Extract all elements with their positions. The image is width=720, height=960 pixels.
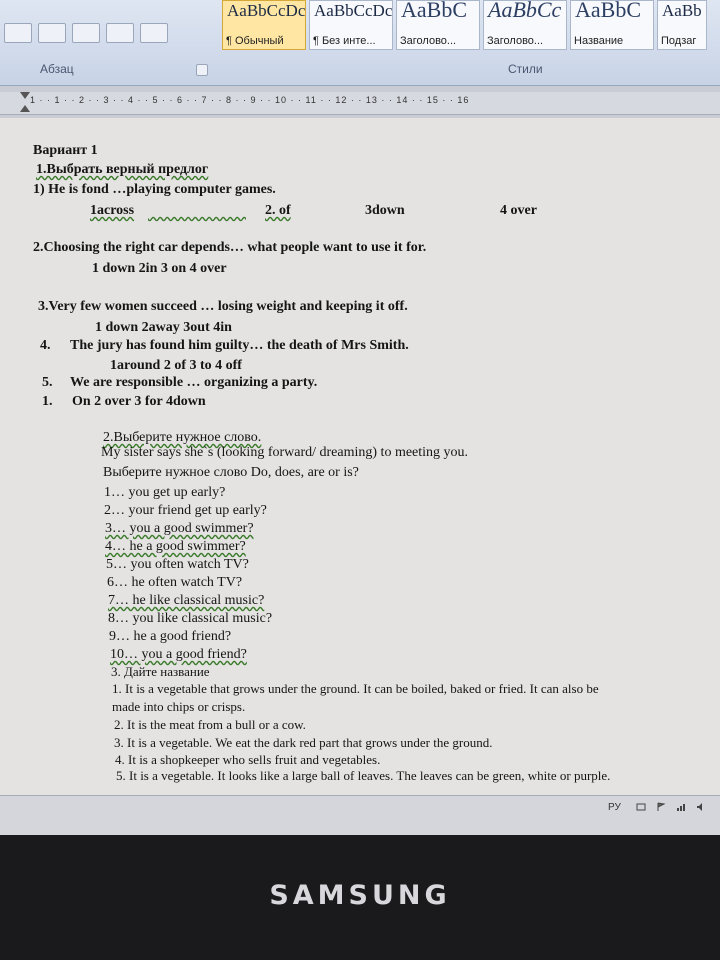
document-page[interactable]: [0, 118, 720, 798]
ribbon: [0, 0, 720, 86]
q4-number: 4.: [40, 338, 51, 353]
table-borders-icon[interactable]: [140, 23, 168, 43]
flag-icon[interactable]: [656, 802, 666, 812]
styles-group-label: Стили: [508, 62, 543, 76]
language-indicator[interactable]: РУ: [608, 802, 621, 813]
q1-underline-gap: [148, 203, 264, 219]
style-normal[interactable]: AaBbCcDc ¶ Обычный: [222, 0, 306, 50]
laptop-brand-logo: SAMSUNG: [269, 880, 451, 911]
task2-item: 6… he often watch TV?: [107, 575, 243, 590]
variant-heading: Вариант 1: [33, 143, 98, 158]
task3-item: 5. It is a vegetable. It looks like a large ball of leaves. The leaves can be green, white or purple.: [116, 768, 611, 783]
style-subtitle[interactable]: AaBb Подзаг: [657, 0, 707, 50]
task2-item: 1… you get up early?: [104, 485, 226, 500]
task2-item: 3… you a good swimmer?: [105, 521, 254, 536]
keyboard-icon[interactable]: [636, 802, 646, 812]
paragraph-tools: [0, 18, 214, 48]
style-heading-2[interactable]: AaBbCc Заголово...: [483, 0, 567, 50]
task3-item: 1. It is a vegetable that grows under the ground. It can be boiled, baked or fried. It can also be: [112, 681, 599, 696]
q1-option-4: 4 over: [500, 203, 537, 218]
q3-options: 1 down 2away 3out 4in: [95, 320, 232, 335]
q4-options: 1around 2 of 3 to 4 off: [110, 358, 242, 373]
q2-options: 1 down 2in 3 on 4 over: [92, 261, 227, 276]
status-bar: [0, 795, 720, 835]
paragraph-group-label: Абзац: [40, 62, 74, 76]
q5-list-number: 1.: [42, 394, 53, 409]
task3-item: made into chips or crisps.: [112, 699, 246, 714]
horizontal-ruler[interactable]: [0, 92, 720, 115]
style-no-spacing[interactable]: AaBbCcDc ¶ Без инте...: [309, 0, 393, 50]
q1-option-3: 3down: [365, 203, 405, 218]
fill-color-icon[interactable]: [106, 23, 134, 43]
task2-item: 7… he like classical music?: [108, 593, 265, 608]
q1-option-1: 1across: [90, 203, 135, 218]
question-3: 3.Very few women succeed … losing weight and keeping it off.: [38, 299, 408, 314]
ruler-scale: 1 · · 1 · · 2 · · 3 · · 4 · · 5 · · 6 · · 7 · · 8 · · 9 · · 10 · · 11 · · 12 · · 13 · · 14 · · 15 · · 16: [30, 95, 470, 105]
task3-item: 2. It is the meat from a bull or a cow.: [114, 717, 306, 732]
style-title[interactable]: AaBbC Название: [570, 0, 654, 50]
q5-options: On 2 over 3 for 4down: [72, 394, 206, 409]
task2-instruction: Выберите нужное слово Do, does, are or is?: [103, 465, 359, 480]
task3-title: 3. Дайте название: [111, 664, 210, 679]
task3-item: 4. It is a shopkeeper who sells fruit and vegetables.: [115, 752, 381, 767]
task2-item: 5… you often watch TV?: [106, 557, 249, 572]
task2-item: 9… he a good friend?: [109, 629, 232, 644]
question-4: The jury has found him guilty… the death of Mrs Smith.: [70, 338, 409, 353]
shading-icon[interactable]: [4, 23, 32, 43]
task2-item: 10… you a good friend?: [110, 647, 247, 662]
q1-option-2: 2. of: [265, 203, 291, 218]
task2-sentence: My sister says she`s (looking forward/ dreaming) to meeting you.: [101, 445, 469, 460]
task3-item: 3. It is a vegetable. We eat the dark red part that grows under the ground.: [114, 735, 493, 750]
style-gallery: [222, 0, 707, 52]
network-icon[interactable]: [676, 802, 686, 812]
task2-item: 4… he a good swimmer?: [105, 539, 246, 554]
indent-marker-icon[interactable]: [20, 92, 30, 114]
question-1: 1) He is fond …playing computer games.: [33, 182, 276, 197]
volume-icon[interactable]: [696, 802, 706, 812]
line-spacing-icon[interactable]: [72, 23, 100, 43]
task2-title: 2.Выберите нужное слово.: [103, 430, 262, 445]
question-2: 2.Choosing the right car depends… what people want to use it for.: [33, 240, 427, 255]
task2-item: 2… your friend get up early?: [104, 503, 267, 518]
task2-item: 8… you like classical music?: [108, 611, 273, 626]
dialog-launcher-icon[interactable]: [196, 64, 208, 76]
style-heading-1[interactable]: AaBbC Заголово...: [396, 0, 480, 50]
borders-icon[interactable]: [38, 23, 66, 43]
question-5: We are responsible … organizing a party.: [70, 375, 318, 390]
task1-title: 1.Выбрать верный предлог: [36, 162, 209, 177]
q5-number: 5.: [42, 375, 53, 390]
